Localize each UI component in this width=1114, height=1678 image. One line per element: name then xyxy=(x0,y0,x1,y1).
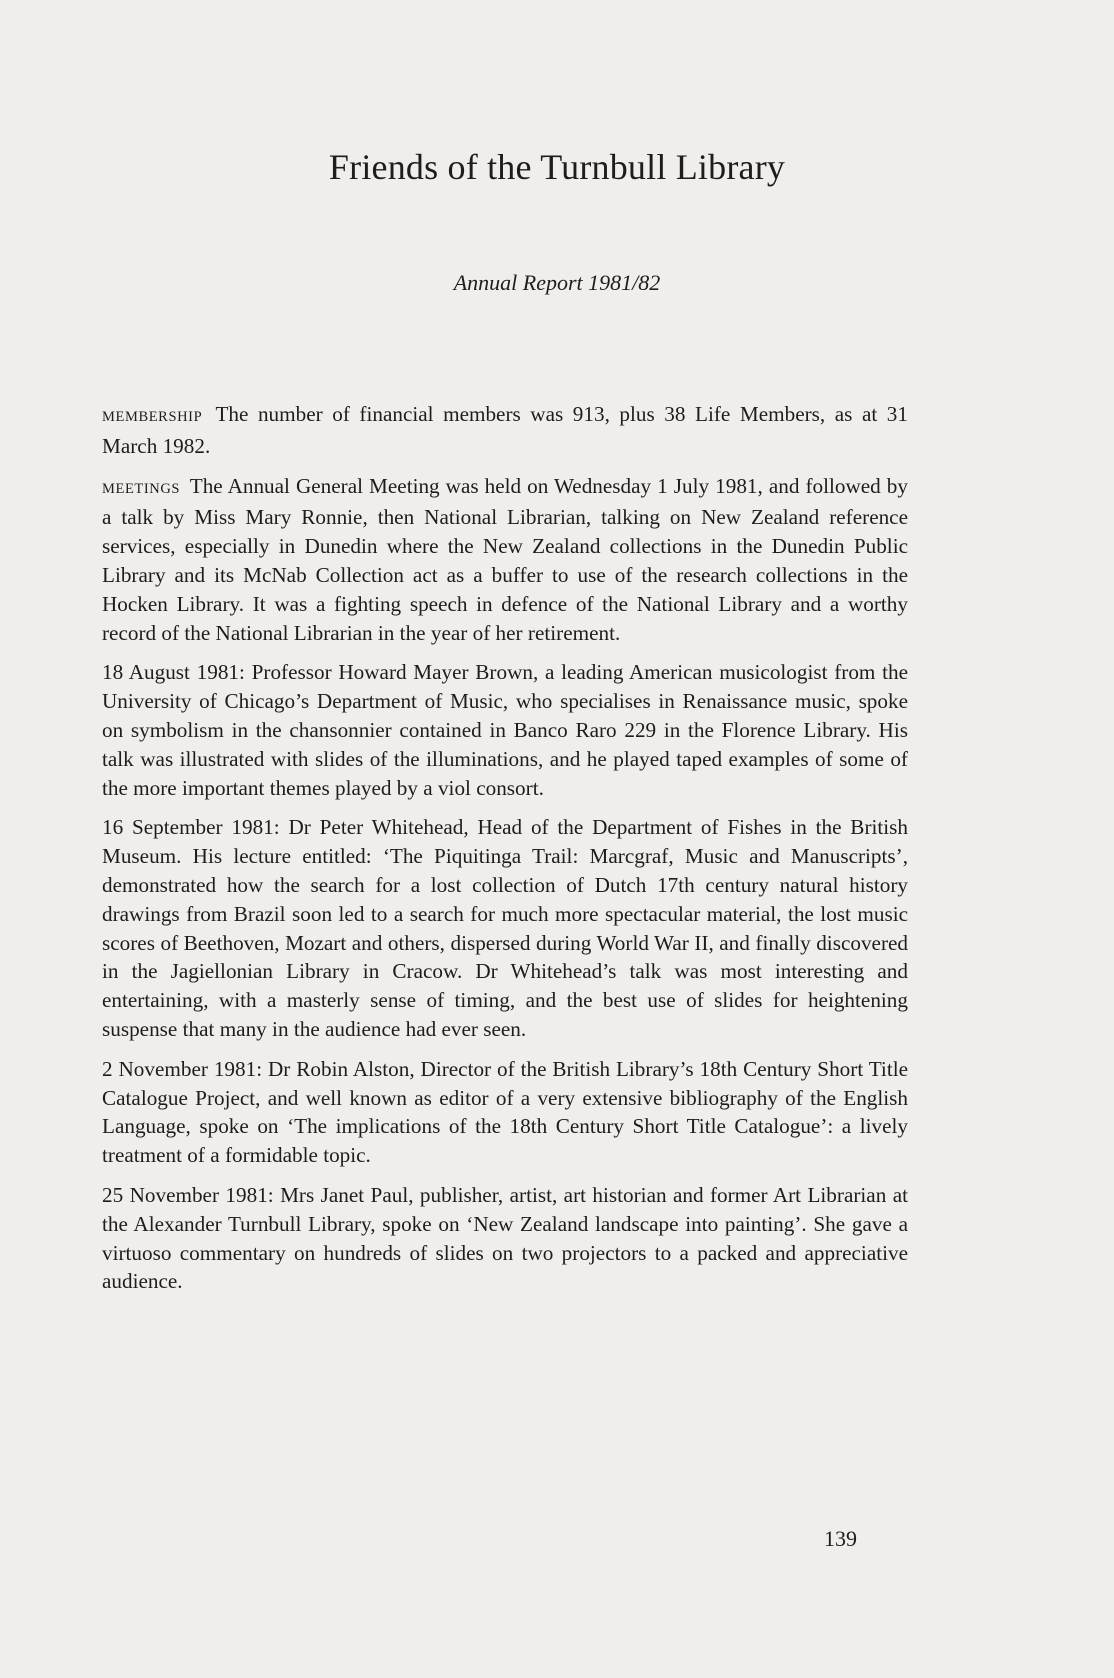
meeting-entry-paragraph: 2 November 1981: Dr Robin Alston, Director of the British Library’s 18th Century Short Title Catalogue Project, and well known as editor of a very extensive bibliography of the English Language, spoke on ‘The implications of the 18th Century Short Title Catalogue’: a lively treatment of a formidable topic. xyxy=(102,1056,908,1168)
page-title: Friends of the Turnbull Library xyxy=(328,147,786,187)
membership-text: The number of financial members was 913, plus 38 Life Members, as at 31 March 1982. xyxy=(102,402,908,458)
meetings-label: MEETINGS xyxy=(102,480,181,497)
meetings-text: The Annual General Meeting was held on Wednesday 1 July 1981, and followed by a talk by Miss Mary Ronnie, then National Librarian, talking on New Zealand reference services, especially in Dunedin where the New Zealand collections in the Dunedin Public Library and its McNab Collection act as a buffer to use of the research collections in the Hocken Library. It was a fighting speech in defence of the National Library and a worthy record of the National Librarian in the year of her retirement. xyxy=(102,473,908,645)
report-subtitle: Annual Report 1981/82 xyxy=(453,270,661,295)
meetings-paragraph xyxy=(102,472,908,648)
membership-paragraph xyxy=(102,400,908,461)
report-body xyxy=(102,400,908,1307)
meeting-entry-paragraph: 25 November 1981: Mrs Janet Paul, publisher, artist, art historian and former Art Librarian at the Alexander Turnbull Library, spoke on ‘New Zealand landscape into painting’. She gave a virtuoso commentary on hundreds of slides on two projectors to a packed and appreciative audience. xyxy=(102,1182,908,1294)
membership-label: MEMBERSHIP xyxy=(102,409,203,425)
meeting-entry-paragraph: 18 August 1981: Professor Howard Mayer Brown, a leading American musicologist from the University of Chicago’s Department of Music, who specialises in Renaissance music, spoke on symbolism in the chansonnier contained in Banco Raro 229 in the Florence Library. His talk was illustrated with slides of the illuminations, and he played taped examples of some of the more important themes played by a viol consort. xyxy=(102,660,908,800)
page-number: 139 xyxy=(824,1526,857,1551)
meeting-entry-paragraph: 16 September 1981: Dr Peter Whitehead, Head of the Department of Fishes in the British Museum. His lecture entitled: ‘The Piquitinga Trail: Marcgraf, Music and Manuscripts’, demonstrated how the search for a lost collection of Dutch 17th century natural history drawings from Brazil soon led to a search for much more spectacular material, the lost music scores of Beethoven, Mozart and others, dispersed during World War II, and finally discovered in the Jagiellonian Library in Cracow. Dr Whitehead’s talk was most interesting and entertaining, with a masterly sense of timing, and the best use of slides for heightening suspense that many in the audience had ever seen. xyxy=(102,815,908,1041)
